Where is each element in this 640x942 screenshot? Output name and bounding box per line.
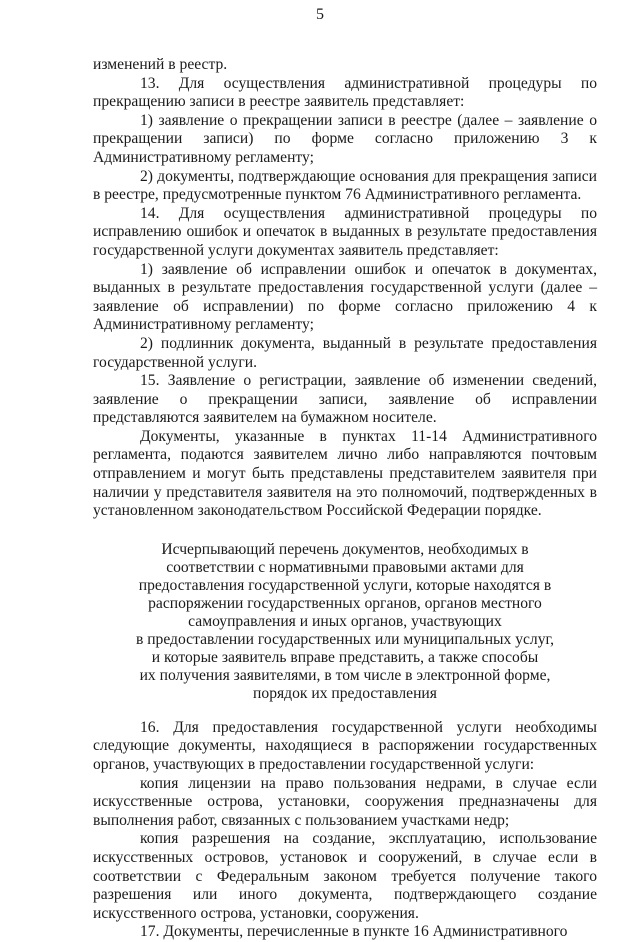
- paragraph: 1) заявление о прекращении записи в реестре (далее – заявление о прекращении записи) по форме согласно приложению 3 к Административному регламенту;: [93, 111, 597, 166]
- paragraph: Документы, указанные в пунктах 11-14 Административного регламента, подаются заявителем лично либо направляются почтовым отправлением и могут быть представлены представителем заявителя при наличии у представителя заявителя на это полномочий, подтвержденных в установленном законодательством Российской Федерации порядке.: [93, 427, 597, 520]
- paragraph: копия разрешения на создание, эксплуатацию, использование искусственных островов, установок и сооружений, в случае если в соответствии с Федеральным законом требуется получение такого разрешения или иного документа, подтверждающего создание искусственного острова, установки, сооружения.: [93, 830, 597, 922]
- heading-line: самоуправления и иных органов, участвующих: [188, 612, 502, 630]
- heading-line: порядок их предоставления: [253, 684, 437, 702]
- paragraphs-top: [93, 56, 597, 521]
- heading-line: предоставления государственной услуги, которые находятся в: [138, 576, 552, 594]
- paragraph: копия лицензии на право пользования недрами, в случае если искусственные острова, установки, сооружения предназначены для выполнения работ, связанных с пользованием участками недр;: [93, 774, 597, 829]
- section-heading: [93, 541, 597, 703]
- paragraph: 14. Для осуществления административной процедуры по исправлению ошибок и опечаток в выданных в результате предоставления государственной услуги документах заявитель представляет:: [93, 204, 597, 259]
- paragraph: 1) заявление об исправлении ошибок и опечаток в документах, выданных в результате предоставления государственной услуги (далее – заявление об исправлении) по форме согласно приложению 4 к Административному регламенту;: [93, 260, 597, 334]
- paragraph: изменений в реестр.: [93, 56, 228, 73]
- paragraph: 13. Для осуществления административной процедуры по прекращению записи в реестре заявитель представляет:: [93, 74, 597, 111]
- paragraph: 2) подлинник документа, выданный в результате предоставления государственной услуги.: [93, 334, 597, 371]
- heading-line: и которые заявитель вправе представить, а также способы: [151, 648, 539, 666]
- paragraph: 16. Для предоставления государственной услуги необходимы следующие документы, находящиеся в распоряжении государственных органов, участвующих в предоставлении государственной услуги:: [93, 718, 597, 774]
- heading-line: Исчерпывающий перечень документов, необходимых в: [161, 540, 529, 558]
- page-number: 5: [316, 6, 324, 23]
- paragraph: 2) документы, подтверждающие основания для прекращения записи в реестре, предусмотренные пунктом 76 Административного регламента.: [93, 167, 597, 204]
- heading-line: соответствии с нормативными правовыми актами для: [166, 558, 524, 576]
- heading-line: их получения заявителями, в том числе в электронной форме,: [139, 666, 551, 684]
- paragraph: 15. Заявление о регистрации, заявление об изменении сведений, заявление о прекращении записи, заявление об исправлении представляются заявителем на бумажном носителе.: [93, 372, 597, 427]
- paragraphs-bottom: [93, 719, 597, 942]
- heading-line: в предоставлении государственных или муниципальных услуг,: [135, 630, 555, 648]
- paragraph: 17. Документы, перечисленные в пункте 16 Административного: [140, 923, 568, 941]
- heading-line: распоряжении государственных органов, органов местного: [148, 594, 542, 612]
- document-body: [93, 56, 597, 942]
